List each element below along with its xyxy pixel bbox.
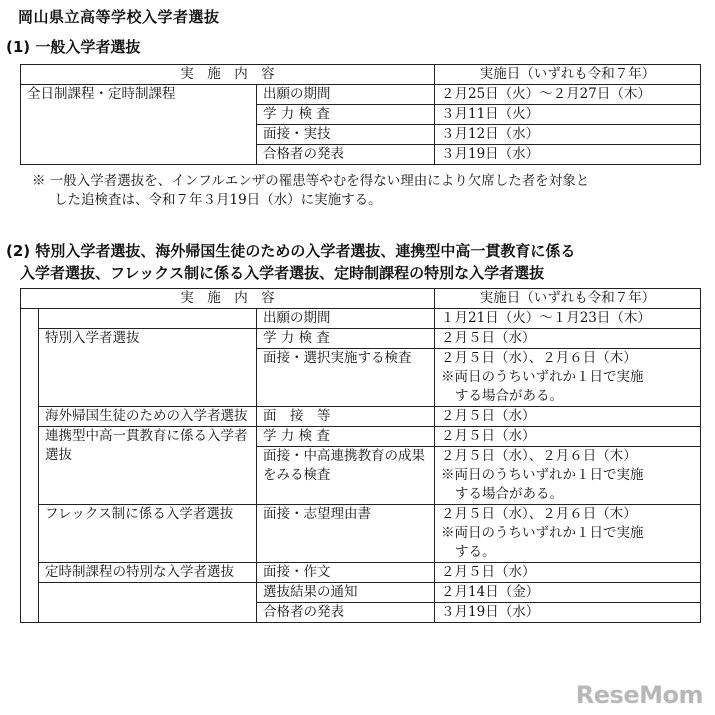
date-cell: ３月12日（水）	[435, 125, 701, 145]
item-cell: 面接・選択実施する検査	[257, 349, 435, 407]
date-cell: ２月５日（水）	[435, 407, 701, 427]
section2-heading-line: 入学者選抜、フレックス制に係る入学者選抜、定時制課程の特別な入学者選抜	[20, 264, 545, 282]
section2-heading	[6, 240, 706, 284]
date-cell	[435, 349, 701, 407]
date-note: ※両日のうちいずれか１日で実施	[441, 369, 644, 385]
date-cell: ３月19日（水）	[435, 145, 701, 165]
date-line: ２月５日（水）、２月６日（木）	[441, 350, 637, 366]
table-row	[21, 407, 701, 427]
date-cell: ３月19日（水）	[435, 603, 701, 623]
page-title: 岡山県立高等学校入学者選抜	[18, 8, 220, 26]
date-cell: ３月11日（火）	[435, 105, 701, 125]
watermark-logo: ReseMom	[575, 681, 703, 709]
date-cell	[435, 447, 701, 505]
table-row	[21, 309, 701, 329]
item-cell: 面 接 等	[257, 407, 435, 427]
section2-heading-line: (2) 特別入学者選抜、海外帰国生徒のための入学者選抜、連携型中高一貫教育に係る	[6, 242, 576, 260]
table-header-row	[21, 65, 701, 85]
spacer-cell	[21, 309, 39, 623]
date-cell: ２月25日（火）～２月27日（木）	[435, 85, 701, 105]
item-cell: 合格者の発表	[257, 603, 435, 623]
table-row	[21, 505, 701, 563]
item-cell: 面接・中高連携教育の成果をみる検査	[257, 447, 435, 505]
blank-cell	[39, 583, 257, 623]
header-content: 実 施 内 容	[21, 65, 435, 85]
note-line: ※ 一般入学者選抜を、インフルエンザの罹患等やむを得ない理由により欠席した者を対象と	[32, 173, 590, 189]
header-date: 実施日（いずれも令和７年）	[435, 289, 701, 309]
date-note: ※両日のうちいずれか１日で実施	[441, 525, 644, 541]
item-cell: 学 力 検 査	[257, 329, 435, 349]
table-row	[21, 563, 701, 583]
section1-note	[32, 172, 702, 210]
date-line: ２月５日（水）、２月６日（木）	[441, 448, 637, 464]
category-cell: 連携型中高一貫教育に係る入学者選抜	[39, 427, 257, 505]
header-date: 実施日（いずれも令和７年）	[435, 65, 701, 85]
note-line: した追検査は、令和７年３月19日（水）に実施する。	[54, 192, 382, 208]
date-cell	[435, 505, 701, 563]
table-row	[21, 329, 701, 349]
date-note: する。	[455, 544, 496, 560]
category-cell: フレックス制に係る入学者選抜	[39, 505, 257, 563]
category-cell: 特別入学者選抜	[39, 329, 257, 407]
date-cell: ２月14日（金）	[435, 583, 701, 603]
item-cell: 出願の期間	[257, 309, 435, 329]
item-cell: 面接・志望理由書	[257, 505, 435, 563]
item-cell: 選抜結果の通知	[257, 583, 435, 603]
category-cell: 海外帰国生徒のための入学者選抜	[39, 407, 257, 427]
table-header-row	[21, 289, 701, 309]
section2-table	[20, 288, 701, 623]
blank-cell	[39, 309, 257, 329]
section1-table	[20, 64, 701, 165]
category-cell: 定時制課程の特別な入学者選抜	[39, 563, 257, 583]
item-cell: 面接・作文	[257, 563, 435, 583]
item-cell: 学 力 検 査	[257, 105, 435, 125]
item-cell: 出願の期間	[257, 85, 435, 105]
date-cell: ２月５日（水）	[435, 329, 701, 349]
table-row	[21, 427, 701, 447]
item-cell: 学 力 検 査	[257, 427, 435, 447]
date-note: する場合がある。	[455, 486, 564, 502]
table-row	[21, 85, 701, 105]
date-cell: ２月５日（水）	[435, 563, 701, 583]
date-cell: ２月５日（水）	[435, 427, 701, 447]
date-note: ※両日のうちいずれか１日で実施	[441, 467, 644, 483]
date-line: ２月５日（水）、２月６日（木）	[441, 506, 637, 522]
table-row	[21, 583, 701, 603]
section1-heading: (1) 一般入学者選抜	[6, 38, 141, 56]
category-cell: 全日制課程・定時制課程	[21, 85, 257, 165]
header-content: 実 施 内 容	[21, 289, 435, 309]
date-note: する場合がある。	[455, 388, 564, 404]
item-cell: 合格者の発表	[257, 145, 435, 165]
item-cell: 面接・実技	[257, 125, 435, 145]
date-cell: １月21日（火）～１月23日（木）	[435, 309, 701, 329]
